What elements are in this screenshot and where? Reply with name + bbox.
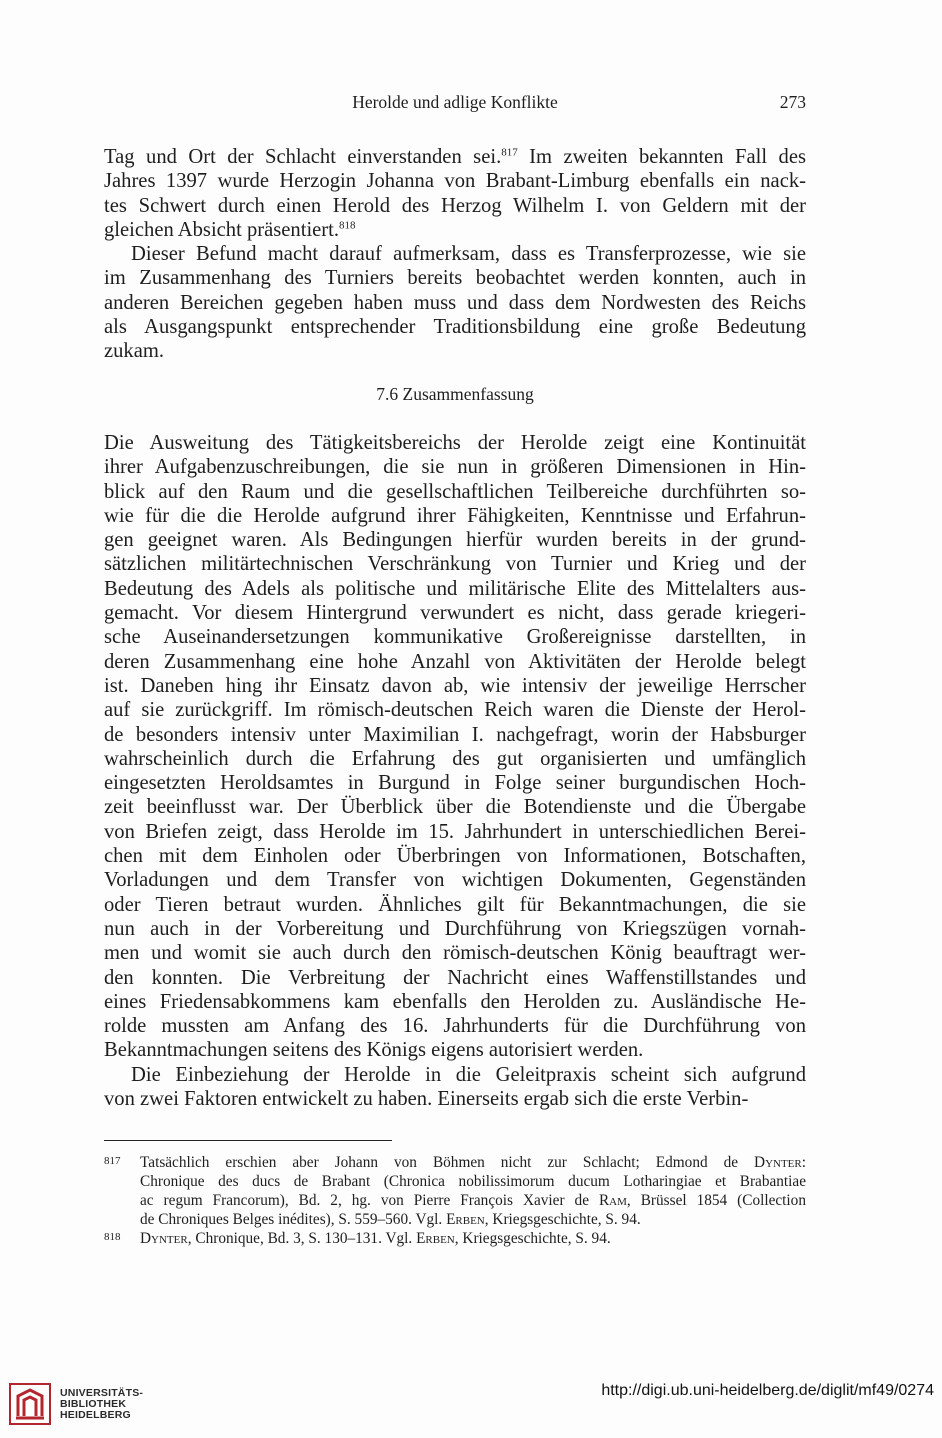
text-line: anderen Bereichen gegeben haben muss und dass dem Nordwesten des Reichs (104, 291, 806, 314)
footnote-line: de Chroniques Belges inédites), S. 559–560. Vgl. Erben, Kriegsgeschichte, S. 94. (140, 1211, 641, 1228)
text-line: auf sie zurückgriff. Im römisch-deutschen Reich waren die Dienste der Herol- (104, 699, 806, 722)
paragraph-geleit (104, 1063, 806, 1112)
text-line: Die Einbeziehung der Herolde in die Geleitpraxis scheint sich aufgrund (131, 1064, 806, 1086)
text-line: als Ausgangspunkt entsprechender Traditionsbildung eine große Bedeutung (104, 316, 806, 339)
text-line: rolde mussten am Anfang des 16. Jahrhunderts für die Durchführung von (104, 1015, 806, 1038)
footnote-number: 818 (104, 1231, 121, 1243)
section-heading: 7.6 Zusammenfassung (376, 384, 534, 404)
text-line: tes Schwert durch einen Herold des Herzog Wilhelm I. von Geldern mit der (104, 194, 806, 217)
text-line: von Briefen zeigt, dass Herolde im 15. Jahrhundert in unterschiedlichen Berei- (104, 820, 806, 843)
text-line: wie für die die Herolde aufgrund ihrer Fähigkeiten, Kenntnisse und Erfahrun- (104, 504, 806, 527)
library-logo-icon (8, 1382, 52, 1426)
text-line: men und womit sie auch durch den römisch-deutschen König beauftragt wer- (104, 942, 806, 965)
footnote (104, 1229, 806, 1248)
text-line: nun auch in der Vorbereitung und Durchführung von Kriegszügen vornah- (104, 917, 806, 940)
page-number: 273 (779, 92, 806, 112)
paragraph-summary (104, 431, 806, 1063)
text-line: Jahres 1397 wurde Herzogin Johanna von Brabant-Limburg ebenfalls ein nack- (104, 170, 806, 193)
text-line: sätzlichen militärtechnischen Verschränkung von Turnier und Krieg und der (104, 553, 806, 576)
text-line: oder Tieren betraut wurden. Ähnliches gilt für Bekanntmachungen, die sie (104, 893, 806, 916)
source-url-link[interactable]: http://digi.ub.uni-heidelberg.de/diglit/mf49/0274 (601, 1382, 934, 1399)
running-head (104, 92, 806, 118)
text-line: deren Zusammenhang eine hohe Anzahl von Aktivitäten der Herolde belegt (104, 650, 806, 673)
text-line: den konnten. Die Verbreitung der Nachricht eines Waffenstillstandes und (104, 966, 806, 989)
text-line: gen geeignet waren. Als Bedingungen hierfür wurden bereits in der grund- (104, 529, 806, 552)
text-line: zukam. (104, 340, 165, 363)
text-line: gleichen Absicht präsentiert.$^{818}$ (104, 218, 356, 241)
library-logo[interactable] (8, 1380, 148, 1428)
text-line: Dieser Befund macht darauf aufmerksam, dass es Transferprozesse, wie sie (131, 243, 806, 266)
footnotes (104, 1153, 806, 1248)
text-line: sche Auseinandersetzungen kommunikative Großereignisse darstellten, in (104, 626, 806, 649)
text-line: Bedeutung des Adels als politische und militärische Elite des Mittelalters aus- (104, 577, 806, 600)
paragraph-continuation (104, 145, 806, 364)
footnote-line: Dynter, Chronique, Bd. 3, S. 130–131. Vgl. Erben, Kriegsgeschichte, S. 94. (140, 1230, 611, 1247)
text-line: blick auf den Raum und die gesellschaftlichen Teilbereiche durchführten so- (104, 480, 806, 503)
footnote-ref[interactable]: 817 (501, 146, 518, 159)
footnote-line: ac regum Francorum), Bd. 2, hg. von Pierre François Xavier de Ram, Brüssel 1854 (Collection (140, 1192, 806, 1209)
text-line: Tag und Ort der Schlacht einverstanden sei.$^{817}$ Im zweiten bekannten Fall des (104, 146, 806, 168)
text-line: chen mit dem Einholen oder Überbringen von Informationen, Botschaften, (104, 845, 806, 868)
text-line: im Zusammenhang des Turniers bereits beobachtet werden konnten, auch in (104, 267, 806, 290)
text-line: eines Friedensabkommens kam ebenfalls den Herolden zu. Ausländische He- (104, 990, 806, 1013)
text-line: von zwei Faktoren entwickelt zu haben. Einerseits ergab sich die erste Verbin- (104, 1088, 749, 1111)
footnote-line: Chronique des ducs de Brabant (Chronica nobilissimorum ducum Lotharingiae et Brabantiae (140, 1173, 806, 1190)
text-line: ihrer Aufgabenzuschreibungen, die sie nun in größeren Dimensionen in Hin- (104, 456, 806, 479)
text-line: Vorladungen und dem Transfer von wichtigen Dokumenten, Gegenständen (104, 869, 806, 892)
paragraph-befund (104, 242, 806, 363)
text-line: eingesetzten Heroldsamtes in Burgund in Folge seiner burgundischen Hoch- (104, 772, 806, 795)
footnote-separator (104, 1140, 392, 1141)
footnote-ref[interactable]: 818 (339, 219, 356, 232)
library-logo-text: UNIVERSITÄTS- BIBLIOTHEK HEIDELBERG (60, 1387, 144, 1421)
text-line: gemacht. Vor diesem Hintergrund verwundert es nicht, dass gerade kriegeri- (104, 602, 806, 625)
text-line: ist. Daneben hing ihr Einsatz davon ab, wie intensiv der jeweilige Herrscher (104, 674, 806, 697)
text-line: Die Ausweitung des Tätigkeitsbereichs der Herolde zeigt eine Kontinuität (104, 432, 806, 454)
footnote-number: 817 (104, 1155, 121, 1167)
text-line: zeit beeinflusst war. Der Überblick über die Botendienste und die Übergabe (104, 796, 806, 819)
text-line: de besonders intensiv unter Maximilian I. nachgefragt, worin der Habsburger (104, 723, 806, 746)
text-line: wahrscheinlich durch die Erfahrung des gut organisierten und umfänglich (104, 747, 806, 770)
footnote (104, 1153, 806, 1229)
text-line: Bekanntmachungen seitens des Königs eigens autorisiert werden. (104, 1039, 644, 1062)
footnote-line: Tatsächlich erschien aber Johann von Böhmen nicht zur Schlacht; Edmond de Dynter: (140, 1154, 806, 1171)
running-title: Herolde und adlige Konflikte (352, 92, 558, 112)
